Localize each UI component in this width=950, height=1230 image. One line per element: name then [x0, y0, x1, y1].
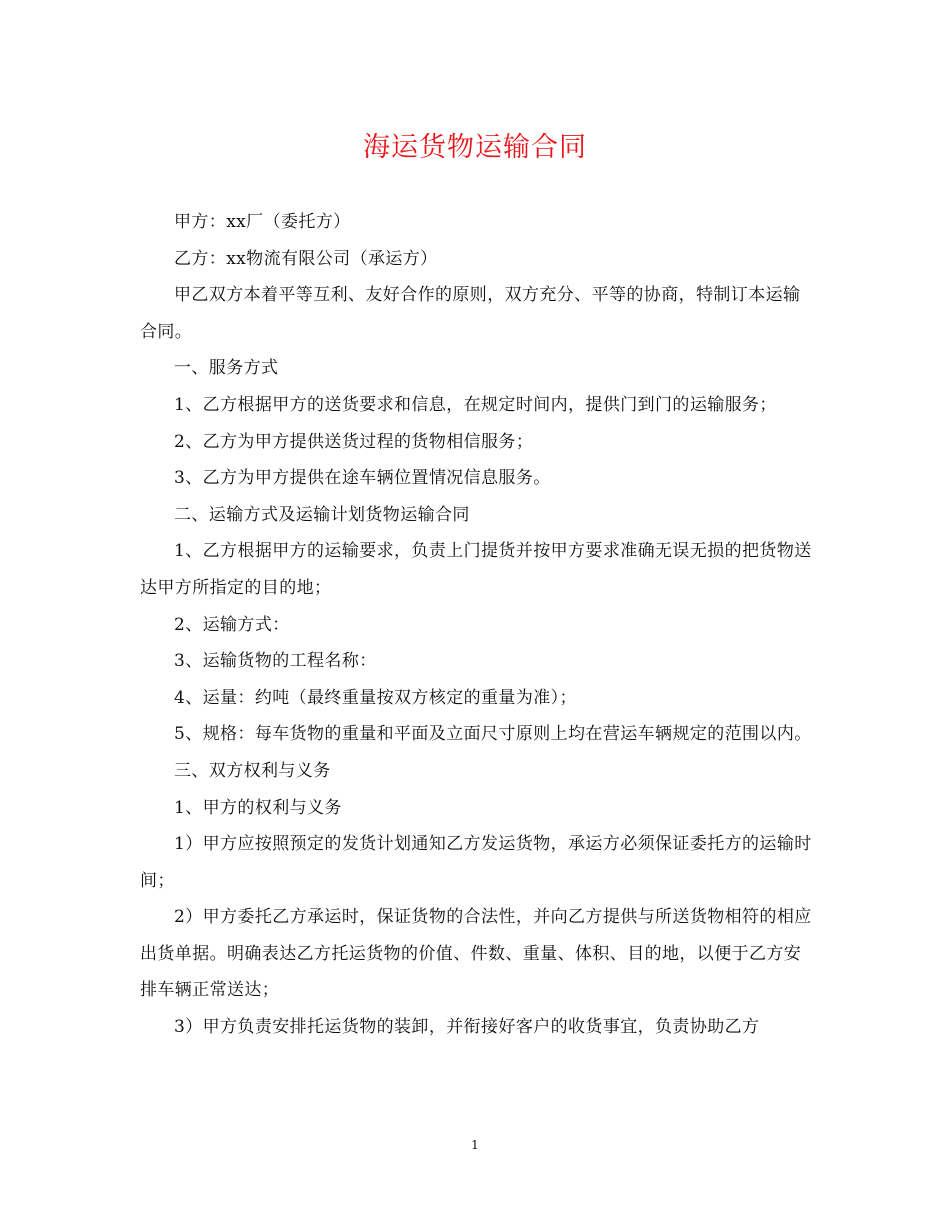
section-heading-service-mode: 一、服务方式: [174, 358, 279, 379]
paragraph-service-1: 1、乙方根据甲方的送货要求和信息，在规定时间内，提供门到门的运输服务；: [174, 394, 777, 415]
paragraph-party-a: 甲方：xx厂（委托方）: [174, 212, 351, 232]
section-heading-rights-obligations: 三、双方权利与义务: [174, 760, 331, 781]
paragraph-rights-1: 1）甲方应按照预定的发货计划通知乙方发运货物，承运方必须保证委托方的运输时间；: [140, 834, 812, 891]
paragraph-transport-4: 4、运量：约吨（最终重量按双方核定的重量为准）；: [174, 687, 577, 708]
document-title: 海运货物运输合同: [363, 132, 587, 163]
paragraph-rights-2: 2）甲方委托乙方承运时，保证货物的合法性，并向乙方提供与所送货物相符的相应出货单据。明确表达乙方托运货物的价值、件数、重量、体积、目的地，以便于乙方安排车辆正常送达；: [140, 907, 812, 1001]
paragraph-service-2: 2、乙方为甲方提供送货过程的货物相信服务；: [174, 431, 534, 452]
paragraph-transport-5: 5、规格：每车货物的重量和平面及立面尺寸原则上均在营运车辆规定的范围以内。: [174, 724, 812, 745]
paragraph-transport-2: 2、运输方式：: [174, 614, 290, 635]
paragraph-party-b: 乙方：xx物流有限公司（承运方）: [174, 248, 438, 269]
section-heading-transport-plan: 二、运输方式及运输计划货物运输合同: [174, 504, 470, 525]
paragraph-service-3: 3、乙方为甲方提供在途车辆位置情况信息服务。: [174, 468, 551, 489]
paragraph-transport-3: 3、运输货物的工程名称：: [174, 651, 377, 672]
document-body: [140, 204, 813, 1046]
paragraph-preamble: 甲乙双方本着平等互利、友好合作的原则，双方充分、平等的协商，特制订本运输合同。: [140, 285, 801, 342]
paragraph-rights-3: 3）甲方负责安排托运货物的装卸，并衔接好客户的收货事宜，负责协助乙方: [174, 1017, 760, 1038]
paragraph-transport-1: 1、乙方根据甲方的运输要求，负责上门提货并按甲方要求准确无误无损的把货物送达甲方所指定的目的地；: [140, 541, 812, 598]
paragraph-party-a-rights: 1、甲方的权利与义务: [174, 797, 342, 818]
page-number: 1: [471, 1138, 479, 1152]
